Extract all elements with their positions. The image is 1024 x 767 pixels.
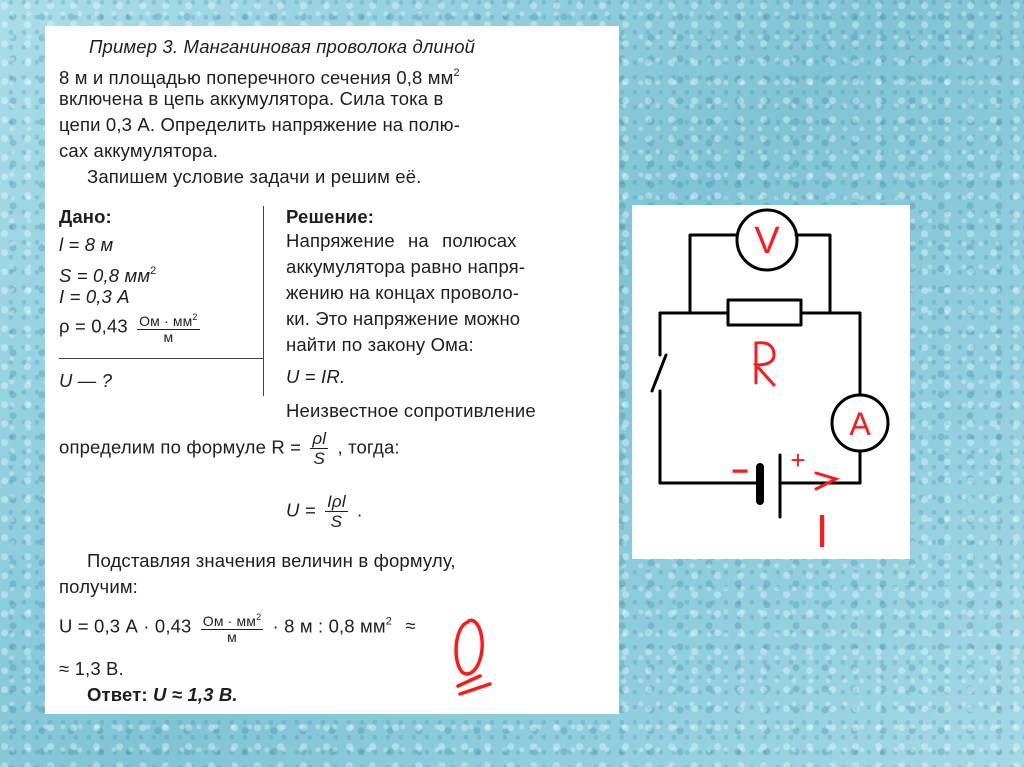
formula-r-line [59, 429, 400, 468]
given-i: I = 0,3 А [59, 286, 130, 307]
given-rho-num-sup: 2 [192, 312, 198, 322]
formula-r-fraction [310, 429, 328, 468]
resistor-body [728, 300, 801, 325]
intro-line-3: включена в цепь аккумулятора. Сила тока в [59, 88, 444, 109]
calc-part-2-sup: 2 [385, 615, 393, 628]
calc-numerator [201, 610, 263, 630]
solution-title-text: Решение: [286, 206, 375, 227]
intro-line-2-sup: 2 [453, 67, 460, 79]
given-rho-fraction [137, 310, 199, 345]
wire-top-right [801, 313, 860, 395]
formula-r-denominator: S [313, 449, 326, 468]
intro-line-5: сах аккумулятора. [59, 140, 219, 161]
formula-r-numerator: ρl [312, 429, 327, 448]
calc-part-3: ≈ [405, 615, 416, 637]
intro-line-4: цепи 0,3 А. Определить напряжение на полю- [59, 114, 461, 135]
ammeter-label: A [849, 406, 871, 442]
intro-line-2 [59, 62, 460, 89]
formula-u-prefix: U = [286, 499, 316, 521]
given-s-sup: 2 [150, 265, 157, 277]
formula-r-prefix: определим по формуле R = [59, 436, 302, 458]
given-s-text: S = 0,8 мм [59, 265, 151, 286]
current-arrow [816, 473, 836, 489]
intro-line-1-text: Пример 3. Манганиновая проволока длиной [89, 36, 476, 57]
solution-line-1: Напряжение на полюсах [286, 230, 517, 251]
calc-part-1: U = 0,3 А · 0,43 [59, 615, 192, 637]
substitution-line-1: Подставляя значения величин в формулу, [87, 550, 456, 571]
formula-u-fraction [325, 492, 348, 531]
calculation-result: ≈ 1,3 В. [59, 658, 124, 679]
given-l: l = 8 м [59, 234, 114, 255]
textbook-page [45, 26, 619, 714]
current-label: I [815, 505, 829, 557]
circuit-diagram [632, 205, 910, 559]
intro-line-1 [89, 36, 475, 58]
resistor-label: R [759, 392, 761, 393]
intro-line-6: Запишем условие задачи и решим её. [87, 166, 422, 187]
calc-denominator: м [227, 629, 237, 645]
solution-line-3: жению на концах проволо- [286, 282, 520, 303]
solution-line-5: найти по закону Ома: [286, 334, 474, 355]
ohm-law: U = IR. [286, 366, 346, 387]
given-solution-divider [263, 206, 264, 396]
given-rho-num-text: Ом · мм [139, 313, 193, 329]
given-divider [59, 358, 263, 359]
given-title-text: Дано: [59, 206, 112, 227]
circuit-svg [632, 205, 910, 559]
given-rho [59, 310, 204, 345]
given-rho-numerator [137, 310, 199, 330]
find-u: U — ? [59, 370, 113, 391]
substitution-line-2: получим: [59, 576, 138, 597]
battery-minus-label: − [731, 455, 749, 488]
solution-line-2: аккумулятора равно напря- [286, 256, 526, 277]
resistor-label-glyph [756, 343, 774, 385]
given-rho-denominator: м [163, 329, 174, 345]
answer-line [87, 684, 238, 706]
voltmeter-label: V [754, 220, 780, 262]
calc-num-sup: 2 [256, 612, 262, 622]
given-s [59, 260, 156, 287]
unknown-resistance-line: Неизвестное сопротивление [286, 400, 536, 421]
switch-lever [652, 355, 666, 391]
calculation-line [59, 610, 416, 645]
formula-r-suffix: , тогда: [337, 436, 400, 458]
formula-u-numerator: Iρl [327, 492, 346, 511]
formula-u-line [286, 492, 362, 531]
solution-title [286, 206, 374, 228]
battery-plus-label: + [790, 445, 806, 475]
answer-label: Ответ: [87, 684, 148, 705]
calc-part-2: · 8 м : 0,8 мм [272, 615, 386, 637]
solution-line-4: ки. Это напряжение можно [286, 308, 521, 329]
calc-fraction [201, 610, 263, 645]
formula-u-suffix: . [357, 499, 363, 521]
given-title [59, 206, 112, 228]
answer-value: U ≈ 1,3 В. [153, 684, 238, 705]
intro-line-2-text: 8 м и площадью поперечного сечения 0,8 мм [59, 67, 454, 88]
calc-num-text: Ом · мм [202, 613, 257, 629]
given-rho-text: ρ = 0,43 [59, 315, 128, 337]
formula-u-denominator: S [330, 512, 343, 531]
